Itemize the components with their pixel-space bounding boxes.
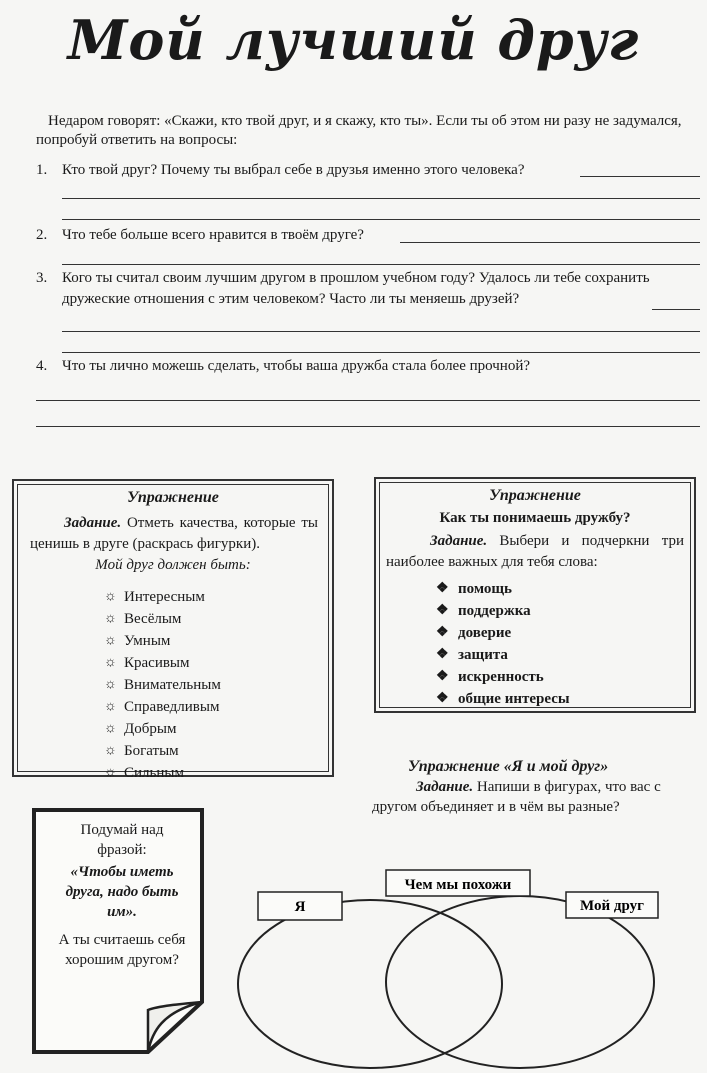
exercise-heading: Упражнение [489,487,581,504]
note-line: Подумай над фразой: [80,822,164,858]
sun-icon[interactable]: ☼ [104,633,117,648]
answer-line[interactable] [36,400,700,401]
list-item[interactable] [104,718,221,740]
answer-line[interactable] [652,309,700,310]
list-item[interactable] [104,652,221,674]
quality-label: Добрым [124,721,177,737]
sun-icon[interactable]: ☼ [104,743,117,758]
label-common: Чем мы похожи [404,877,512,893]
intro-text: Недаром говорят: «Скажи, кто твой друг, и я скажу, кто ты». Если ты об этом ни разу не задумался, попробуй ответить на вопросы: [36,113,682,148]
task-text: Выбери и подчеркни три наиболее важных для тебя слова: [386,533,684,570]
question-text: Что тебе больше всего нравится в твоём друге? [62,227,364,243]
word-label[interactable]: помощь [458,581,512,597]
words-list [436,578,570,710]
answer-line[interactable] [62,352,700,353]
answer-line[interactable] [580,176,700,177]
exercise-task [30,513,318,555]
list-item[interactable] [436,666,570,688]
list-item[interactable] [436,644,570,666]
word-label[interactable]: доверие [458,625,512,641]
word-label[interactable]: поддержка [458,603,531,619]
quality-label: Внимательным [124,677,221,693]
diamond-bullet-icon: ❖ [436,647,449,662]
quality-label: Красивым [124,655,190,671]
quality-label: Сильным [124,765,184,781]
question-number: 1. [36,162,48,178]
quality-label: Умным [124,633,171,649]
sun-icon[interactable]: ☼ [104,611,117,626]
task-label: Задание. [64,515,122,531]
page-title: Мой лучший друг [67,8,640,72]
task-label: Задание. [430,533,488,549]
exercise-heading: Упражнение [127,489,219,506]
list-item[interactable] [104,586,221,608]
answer-line[interactable] [62,264,700,265]
list-item[interactable] [104,630,221,652]
task-text: Отметь качества, которые ты ценишь в друге (раскрась фигурки). [30,515,319,552]
question-number: 2. [36,227,48,243]
quality-label: Интересным [124,589,205,605]
diamond-bullet-icon: ❖ [436,603,449,618]
note-text [54,820,190,970]
exercise-me-and-friend [372,756,692,817]
question-number: 3. [36,270,48,286]
venn-circle-friend[interactable] [386,896,654,1068]
question-text: Что ты лично можешь сделать, чтобы ваша дружба стала более прочной? [62,358,531,374]
list-item[interactable] [104,696,221,718]
list-item[interactable] [436,688,570,710]
answer-line[interactable] [62,331,700,332]
quality-label: Богатым [124,743,179,759]
answer-line[interactable] [62,198,700,199]
list-item[interactable] [436,600,570,622]
sun-icon[interactable]: ☼ [104,765,117,780]
exercise-heading: Упражнение «Я и мой друг» [408,758,609,775]
word-label[interactable]: искренность [458,669,544,685]
question-1 [36,160,686,181]
diamond-bullet-icon: ❖ [436,625,449,640]
question-number: 4. [36,358,48,374]
list-item[interactable] [104,762,221,784]
venn-diagram [230,866,700,1071]
exercise-qualities-box [12,479,334,781]
question-text: Кто твой друг? Почему ты выбрал себе в друзья именно этого человека? [62,162,525,178]
list-item[interactable] [104,674,221,696]
task-label: Задание. [416,779,474,795]
sun-icon[interactable]: ☼ [104,677,117,692]
sun-icon[interactable]: ☼ [104,721,117,736]
word-label[interactable]: защита [458,647,508,663]
diamond-bullet-icon: ❖ [436,669,449,684]
quality-label: Справедливым [124,699,220,715]
list-item[interactable] [436,578,570,600]
exercise-question: Как ты понимаешь дружбу? [439,510,631,526]
diamond-bullet-icon: ❖ [436,581,449,596]
question-text: Кого ты считал своим лучшим другом в прошлом учебном году? Удалось ли тебе сохранить дружеские отношения с этим человеком? Часто ли ты меняешь друзей? [62,270,650,307]
note-quote: «Чтобы иметь друга, надо быть им». [65,864,179,920]
label-me: Я [294,899,306,915]
venn-circle-me[interactable] [238,900,502,1068]
exercise-friendship-box [374,477,696,713]
sun-icon[interactable]: ☼ [104,655,117,670]
sun-icon[interactable]: ☼ [104,589,117,604]
note-question: А ты считаешь себя хорошим другом? [58,932,186,968]
list-item[interactable] [436,622,570,644]
exercise-task [386,531,684,573]
qualities-list [104,586,221,784]
answer-line[interactable] [400,242,700,243]
quality-label: Весёлым [124,611,182,627]
qualities-subheading: Мой друг должен быть: [95,557,251,573]
question-4 [36,356,686,377]
list-item[interactable] [104,740,221,762]
exercise-task [372,777,692,817]
label-friend: Мой друг [580,898,644,914]
word-label[interactable]: общие интересы [458,691,570,707]
diamond-bullet-icon: ❖ [436,691,449,706]
question-3 [36,268,686,312]
answer-line[interactable] [36,426,700,427]
task-text: Напиши в фигурах, что вас с другом объединяет и в чём вы разные? [372,779,661,815]
sun-icon[interactable]: ☼ [104,699,117,714]
answer-line[interactable] [62,219,700,220]
think-note [30,806,206,1056]
list-item[interactable] [104,608,221,630]
